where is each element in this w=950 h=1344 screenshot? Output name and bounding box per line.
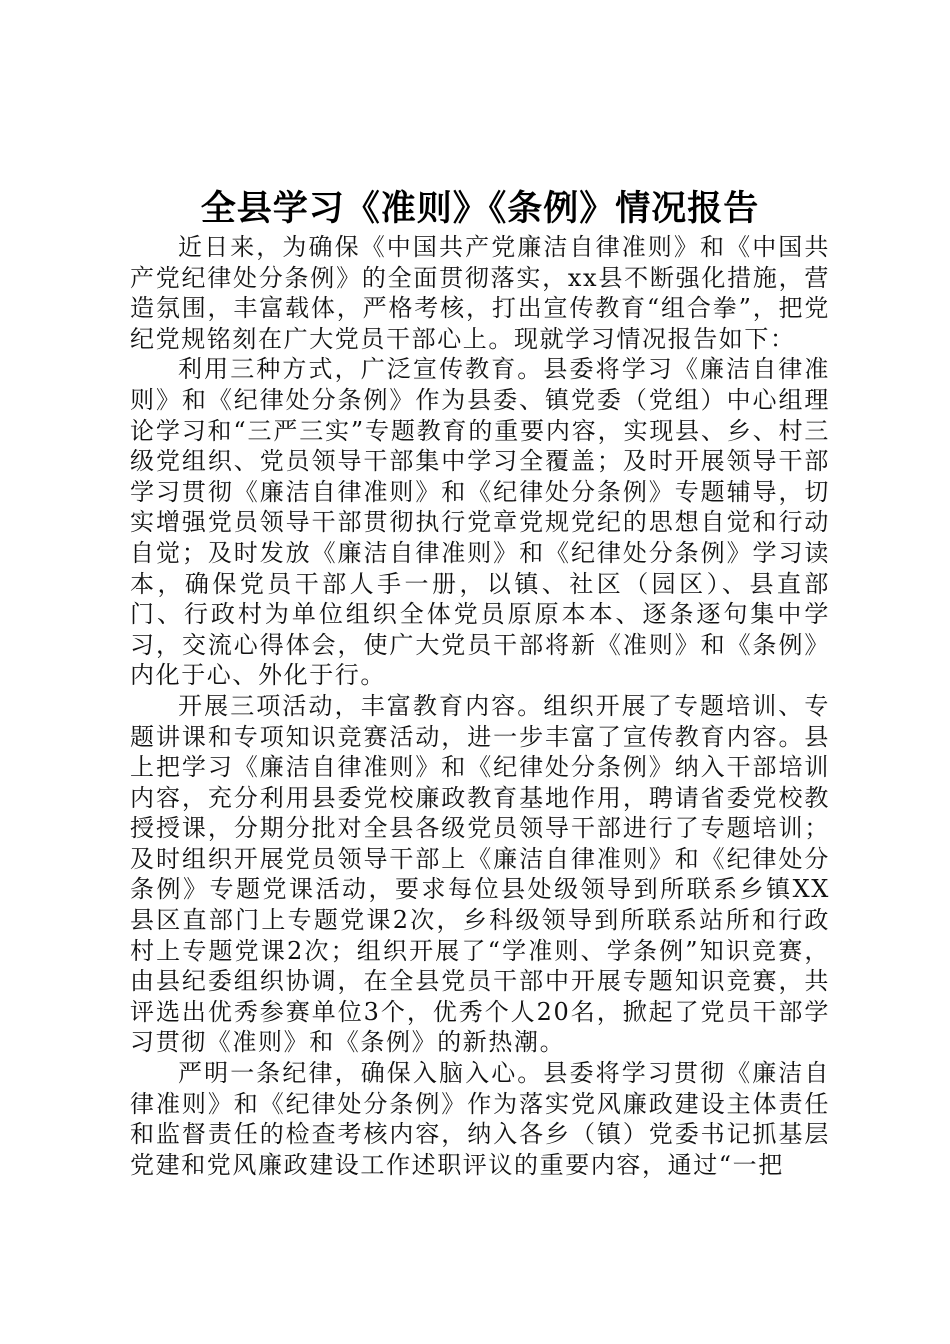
document-title: 全县学习《准则》《条例》情况报告 (200, 188, 760, 229)
paragraph-three-methods: 利用三种方式，广泛宣传教育。县委将学习《廉洁自律准则》和《纪律处分条例》作为县委、镇党委（党组）中心组理论学习和“三严三实”专题教育的重要内容，实现县、乡、村三级党组织、党员领导干部集中学习全覆盖；及时开展领导干部学习贯彻《廉洁自律准则》和《纪律处分条例》专题辅导，切实增强党员领导干部贯彻执行党章党规党纪的思想自觉和行动自觉；及时发放《廉洁自律准则》和《纪律处分条例》学习读本，确保党员干部人手一册，以镇、社区（园区）、县直部门、行政村为单位组织全体党员原原本本、逐条逐句集中学习，交流心得体会，使广大党员干部将新《准则》和《条例》内化于心、外化于行。 (130, 355, 830, 690)
paragraph-three-activities: 开展三项活动，丰富教育内容。组织开展了专题培训、专题讲课和专项知识竞赛活动，进一步丰富了宣传教育内容。县上把学习《廉洁自律准则》和《纪律处分条例》纳入干部培训内容，充分利用县委党校廉政教育基地作用，聘请省委党校教授授课，分期分批对全县各级党员领导干部进行了专题培训；及时组织开展党员领导干部上《廉洁自律准则》和《纪律处分条例》专题党课活动，要求每位县处级领导到所联系乡镇XX县区直部门上专题党课2次，乡科级领导到所联系站所和行政村上专题党课2次；组织开展了“学准则、学条例”知识竞赛，由县纪委组织协调，在全县党员干部中开展专题知识竞赛，共评选出优秀参赛单位3个，优秀个人20名，掀起了党员干部学习贯彻《准则》和《条例》的新热潮。 (130, 691, 830, 1057)
paragraph-one-discipline: 严明一条纪律，确保入脑入心。县委将学习贯彻《廉洁自律准则》和《纪律处分条例》作为落实党风廉政建设主体责任和监督责任的检查考核内容，纳入各乡（镇）党委书记抓基层党建和党风廉政建设工作述职评议的重要内容，通过“一把 (130, 1059, 830, 1179)
paragraph-intro: 近日来，为确保《中国共产党廉洁自律准则》和《中国共产党纪律处分条例》的全面贯彻落实，xx县不断强化措施，营造氛围，丰富载体，严格考核，打出宣传教育“组合拳”，把党纪党规铭刻在广大党员干部心上。现就学习情况报告如下： (130, 233, 830, 353)
document-body (130, 232, 830, 1180)
